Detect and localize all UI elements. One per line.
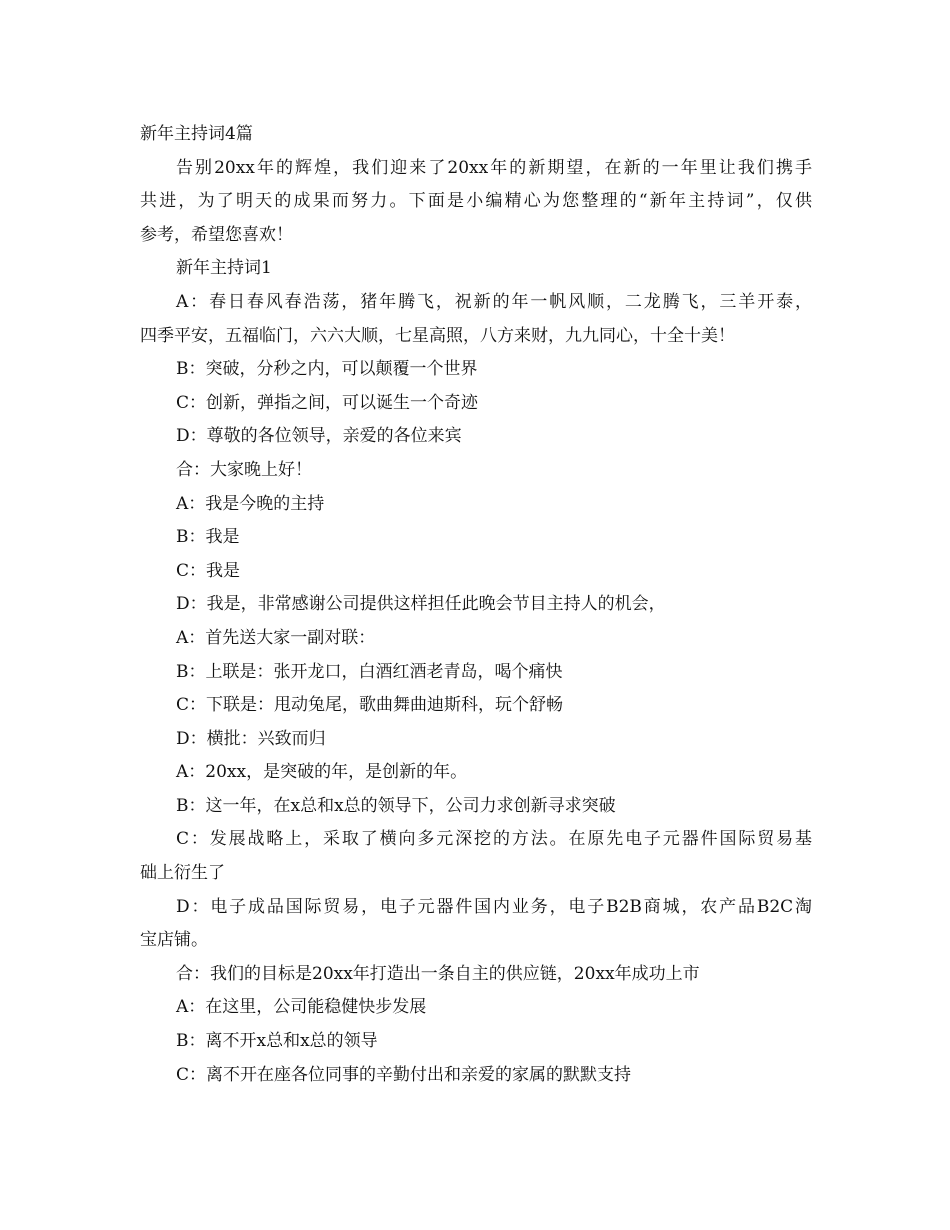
script-line: A：我是今晚的主持	[176, 493, 325, 514]
script-line: B：离不开x总和x总的领导	[176, 1031, 378, 1052]
script-line: D：我是，非常感谢公司提供这样担任此晚会节目主持人的机会，	[176, 594, 666, 615]
script-line: C：发展战略上，采取了横向多元深挖的方法。在原先电子元器件国际贸易基	[176, 829, 812, 850]
script-line: B：突破，分秒之内，可以颠覆一个世界	[176, 359, 478, 380]
document-body	[140, 118, 812, 1092]
script-line: D：电子成品国际贸易，电子元器件国内业务，电子B2B商城，农产品B2C淘	[176, 896, 812, 917]
script-line: C：下联是：甩动兔尾，歌曲舞曲迪斯科，玩个舒畅	[176, 695, 564, 716]
script-line: C：我是	[176, 560, 241, 581]
document-title: 新年主持词4篇	[140, 124, 253, 144]
intro-paragraph-line: 参考，希望您喜欢！	[140, 224, 293, 245]
script-line: A：20xx，是突破的年，是创新的年。	[176, 762, 468, 783]
script-line: C：离不开在座各位同事的辛勤付出和亲爱的家属的默默支持	[176, 1064, 632, 1085]
script-line: 合：我们的目标是20xx年打造出一条自主的供应链，20xx年成功上市	[176, 963, 700, 984]
script-line: 宝店铺。	[140, 930, 208, 951]
intro-paragraph-line: 告别20xx年的辉煌，我们迎来了20xx年的新期望，在新的一年里让我们携手	[176, 157, 812, 178]
script-line: 四季平安，五福临门，六六大顺，七星高照，八方来财，九九同心，十全十美！	[140, 325, 735, 346]
intro-paragraph-line: 共进，为了明天的成果而努力。下面是小编精心为您整理的“新年主持词”，仅供	[140, 191, 812, 212]
script-line: C：创新，弹指之间，可以诞生一个奇迹	[176, 392, 479, 413]
script-line: D：横批：兴致而归	[176, 728, 326, 749]
script-line: A：首先送大家一副对联：	[176, 627, 376, 648]
script-line: A：春日春风春浩荡，猪年腾飞，祝新的年一帆风顺，二龙腾飞，三羊开泰，	[176, 291, 812, 312]
script-line: 合：大家晚上好！	[176, 459, 312, 480]
script-line: A：在这里，公司能稳健快步发展	[176, 997, 427, 1018]
script-line: 础上衍生了	[140, 863, 225, 884]
script-line: B：这一年，在x总和x总的领导下，公司力求创新寻求突破	[176, 795, 616, 816]
script-line: D：尊敬的各位领导，亲爱的各位来宾	[176, 426, 462, 447]
script-line: B：我是	[176, 527, 240, 548]
section-heading: 新年主持词1	[176, 258, 272, 279]
script-line: B：上联是：张开龙口，白酒红酒老青岛，喝个痛快	[176, 661, 563, 682]
